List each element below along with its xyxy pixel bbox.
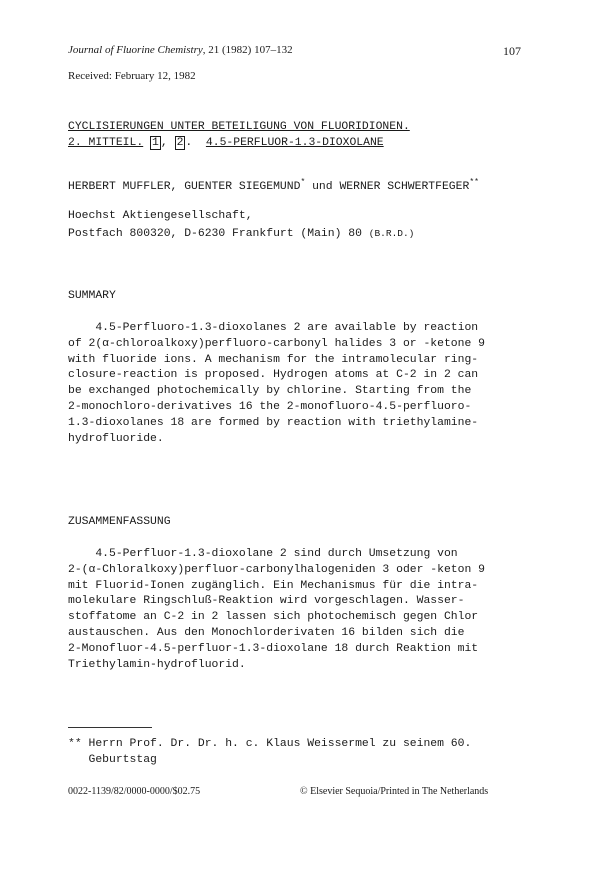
affiliation-country: (B.R.D.) — [368, 228, 415, 239]
summary-text: 4.5-Perfluoro-1.3-dioxolanes 2 are available by reaction of 2(α-chloroalkoxy)perfluoro-carbonyl halides 3 or -ketone 9 with fluoride ions. A mechanism for the intramolecular ring- closure-reaction is proposed. Hydrogen atoms at C-2 in 2 can be exchanged photochemically by chlorine. Starting from the 2-monochloro-derivatives 16 the 2-monofluoro-4.5-perfluoro- 1.3-dioxolanes 18 are formed by reaction with triethylamine- hydrofluoride. — [68, 322, 485, 445]
zusammenfassung-text: 4.5-Perfluor-1.3-dioxolane 2 sind durch Umsetzung von 2-(α-Chloralkoxy)perfluor-carbonylhalogeniden 3 oder -keton 9 mit Fluorid-Ionen zugänglich. Ein Mechanismus für die intra- molekulare Ringschluß-Reaktion wird vorgeschlagen. Wasser- stoffatome an C-2 in 2 lassen sich photochemisch gegen Chlor austauschen. Aus den Monochlorderivaten 16 bilden sich die 2-Monofluor-4.5-perfluor-1.3-dioxolane 18 durch Reaktion mit Triethylamin-hydrofluorid. — [68, 548, 485, 671]
affiliation-address — [68, 226, 414, 243]
received-date: Received: February 12, 1982 — [68, 70, 196, 82]
journal-name: Journal of Fluorine Chemistry — [68, 44, 203, 56]
zusammenfassung-heading: ZUSAMMENFASSUNG — [68, 516, 171, 528]
author-3: WERNER SCHWERTFEGER — [339, 181, 470, 193]
title-line-2: 2. MITTEIL. 1 , 2 . 4.5-PERFLUOR-1.3-DIOXOLANE — [68, 137, 384, 149]
reference-1: 1 — [152, 137, 159, 149]
footnote-mark: ** — [68, 738, 82, 750]
journal-volume-pages: , 21 (1982) 107–132 — [202, 44, 293, 56]
author-list — [68, 175, 479, 196]
title-part-prefix: 2. MITTEIL. — [68, 137, 144, 149]
footnote-divider — [68, 727, 152, 728]
footnote-text: Herrn Prof. Dr. Dr. h. c. Klaus Weissermel zu seinem 60. Geburtstag — [88, 738, 472, 766]
author-2: GUENTER SIEGEMUND — [184, 181, 301, 193]
author-1: HERBERT MUFFLER, — [68, 181, 185, 193]
journal-citation — [68, 44, 293, 56]
copyright-notice: © Elsevier Sequoia/Printed in The Netherlands — [300, 786, 489, 797]
issn-code: 0022-1139/82/0000-0000/$02.75 — [68, 786, 201, 797]
summary-heading: SUMMARY — [68, 290, 116, 302]
author-3-footnote-mark: ** — [469, 178, 479, 187]
title-line-1: CYCLISIERUNGEN UNTER BETEILIGUNG VON FLUORIDIONEN. — [68, 121, 410, 133]
reference-2: 2 — [176, 137, 184, 149]
affiliation-street: Postfach 800320, D-6230 Frankfurt (Main) 80 — [68, 228, 369, 240]
title-subject: 4.5-PERFLUOR-1.3-DIOXOLANE — [205, 137, 384, 149]
footnote — [68, 737, 471, 769]
author-conjunction: und — [305, 181, 340, 193]
affiliation-company: Hoechst Aktiengesellschaft, — [68, 210, 253, 222]
author-2-footnote-mark: * — [300, 178, 306, 187]
page-number: 107 — [503, 44, 521, 58]
